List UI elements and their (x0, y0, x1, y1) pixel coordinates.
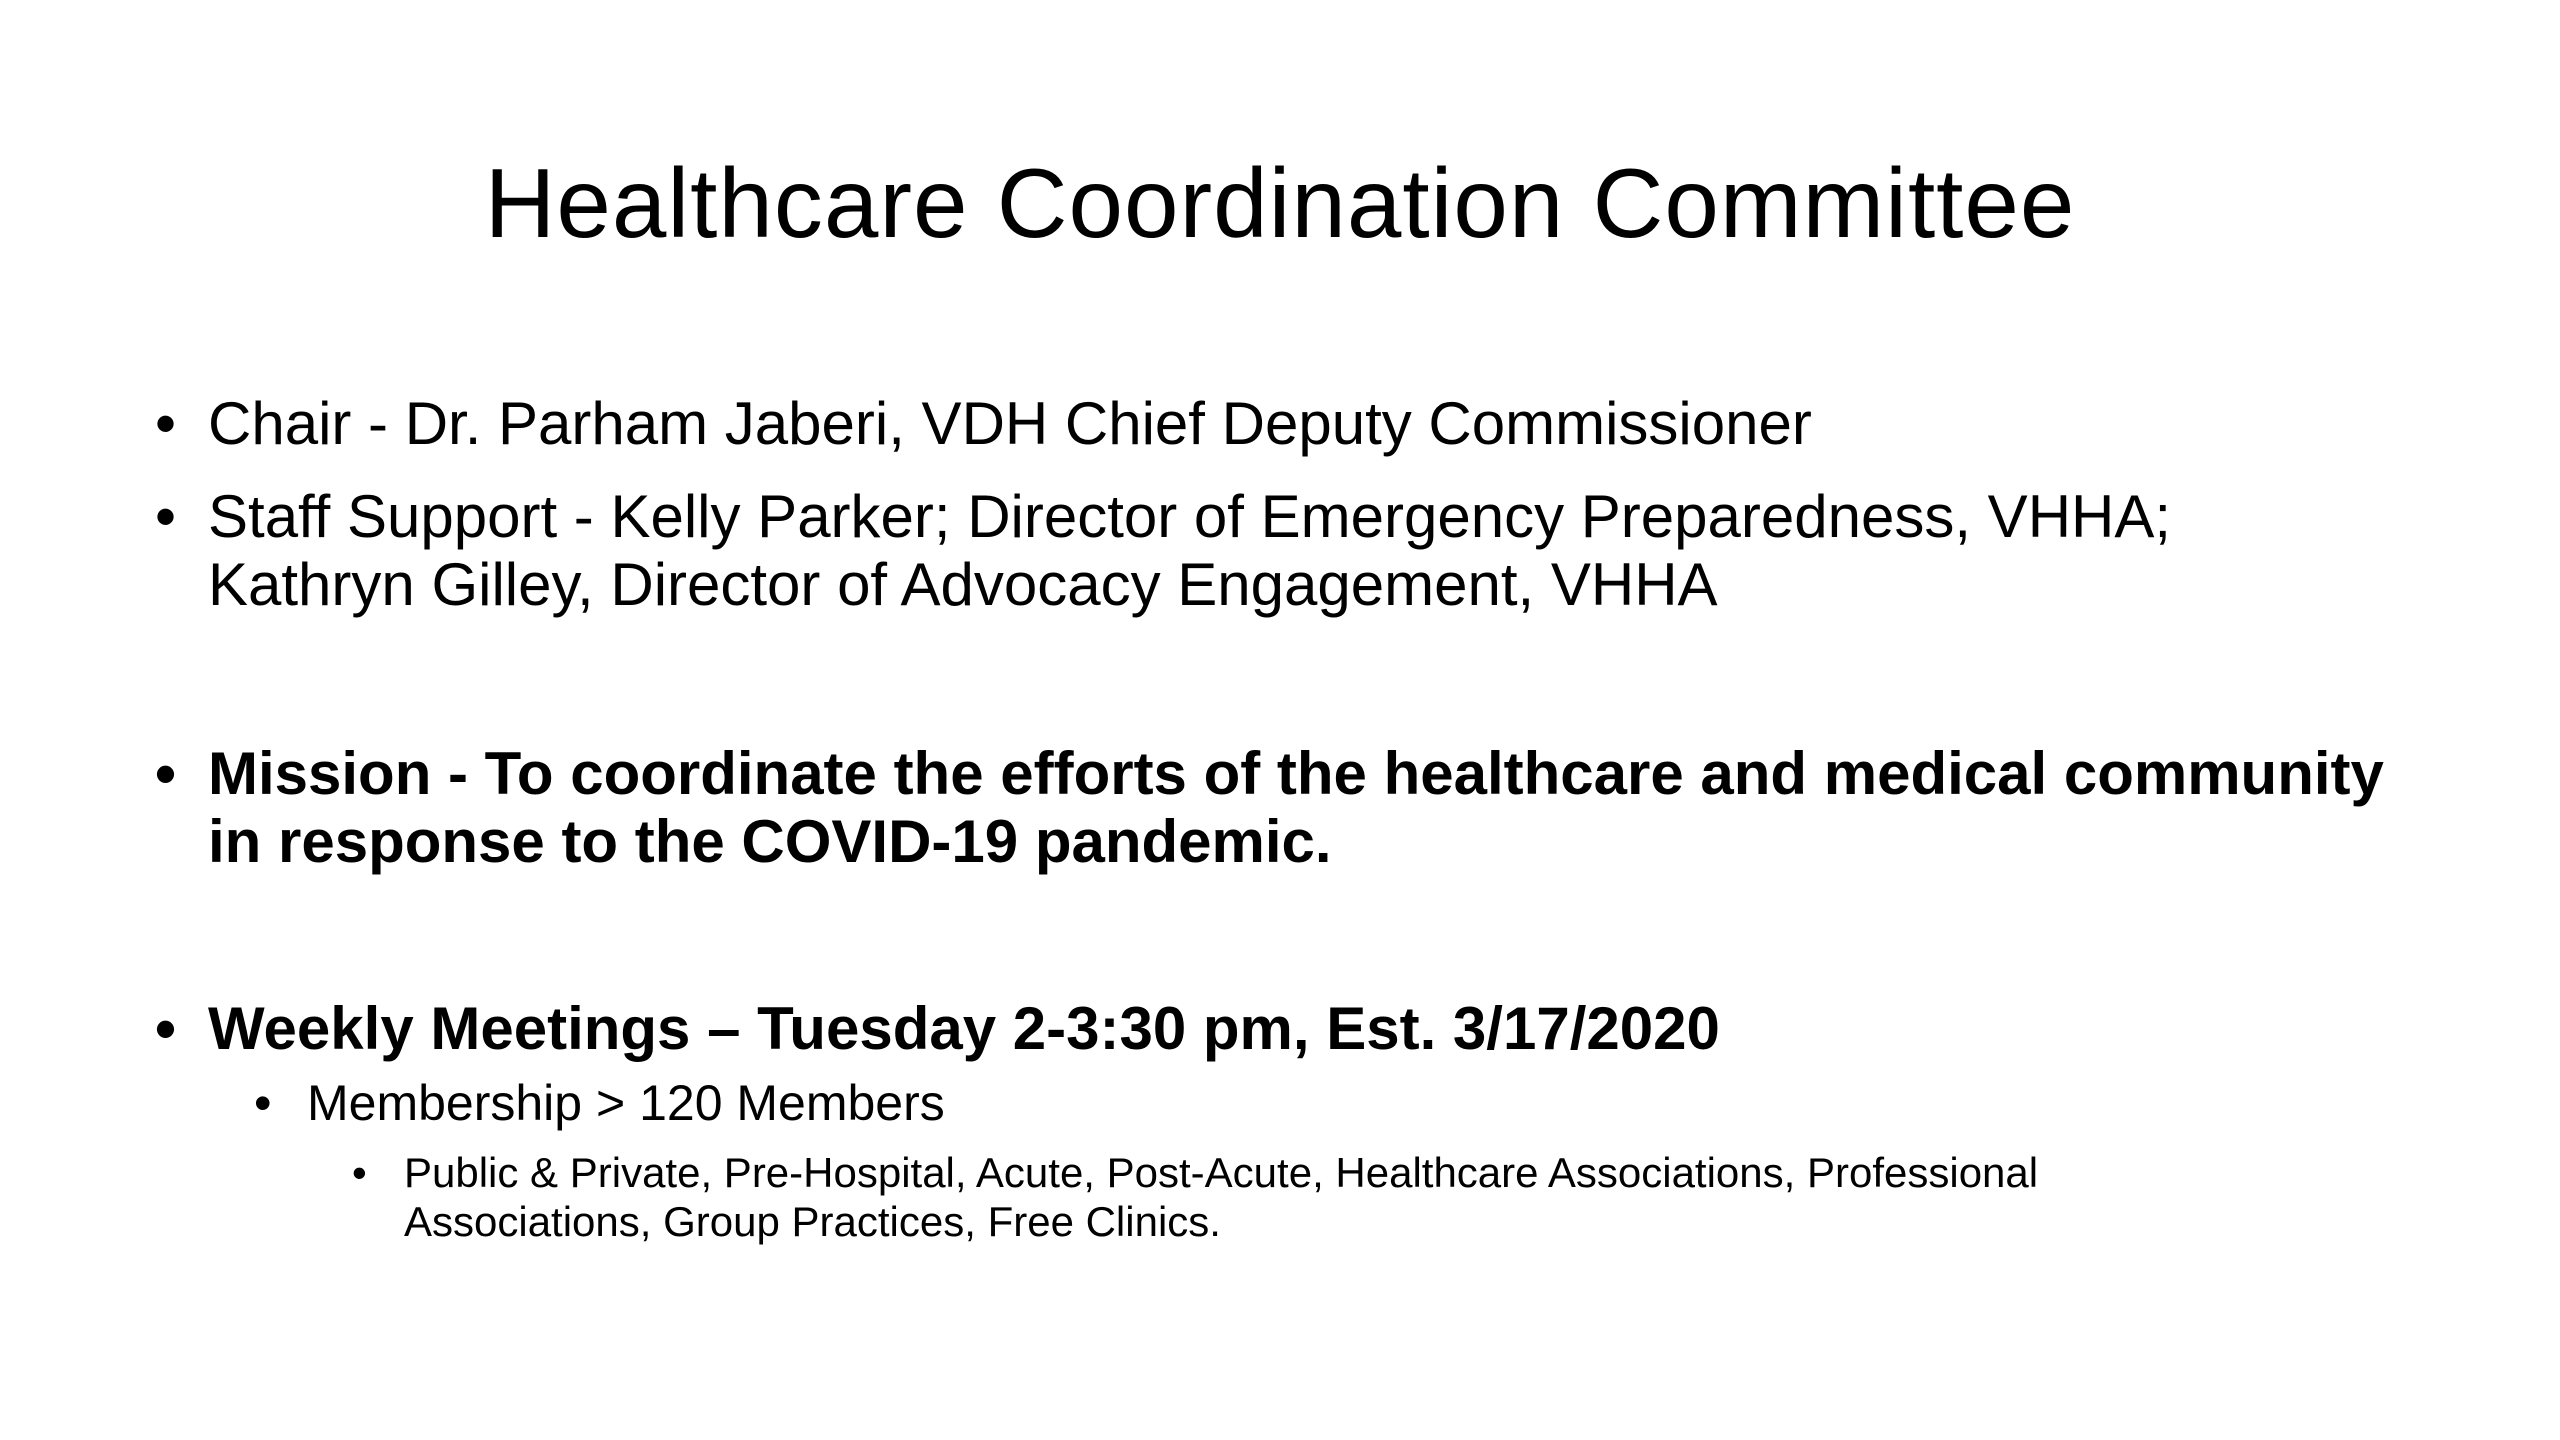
bullet-member-types (352, 1148, 2038, 1246)
bullet-text-line: Chair - Dr. Parham Jaberi, VDH Chief Deputy Commissioner (208, 390, 1812, 457)
bullet-text-line: Staff Support - Kelly Parker; Director of Emergency Preparedness, VHHA; (208, 483, 2172, 550)
bullet-text-line: Membership > 120 Members (307, 1075, 945, 1131)
bullet-dot-icon: • (254, 1075, 272, 1131)
bullet-text-line: Mission - To coordinate the efforts of the healthcare and medical community (208, 740, 2384, 807)
bullet-dot-icon: • (155, 995, 177, 1062)
bullet-chair (155, 390, 1812, 458)
bullet-text-line: Public & Private, Pre-Hospital, Acute, Post-Acute, Healthcare Associations, Professional (404, 1149, 2039, 1196)
bullet-dot-icon: • (155, 483, 177, 550)
bullet-dot-icon: • (155, 390, 177, 457)
bullet-dot-icon: • (352, 1149, 367, 1196)
bullet-weekly-meetings (155, 995, 1720, 1063)
bullet-text-line: in response to the COVID-19 pandemic. (208, 808, 1332, 875)
bullet-membership (254, 1075, 945, 1131)
bullet-text-line: Associations, Group Practices, Free Clinics. (404, 1198, 1221, 1245)
bullet-mission (155, 740, 2384, 876)
bullet-text-line: Kathryn Gilley, Director of Advocacy Engagement, VHHA (208, 551, 1718, 618)
slide-title: Healthcare Coordination Committee (484, 148, 2076, 258)
bullet-text-line: Weekly Meetings – Tuesday 2-3:30 pm, Est. 3/17/2020 (208, 995, 1720, 1062)
bullet-staff-support (155, 483, 2171, 619)
bullet-dot-icon: • (155, 740, 177, 807)
